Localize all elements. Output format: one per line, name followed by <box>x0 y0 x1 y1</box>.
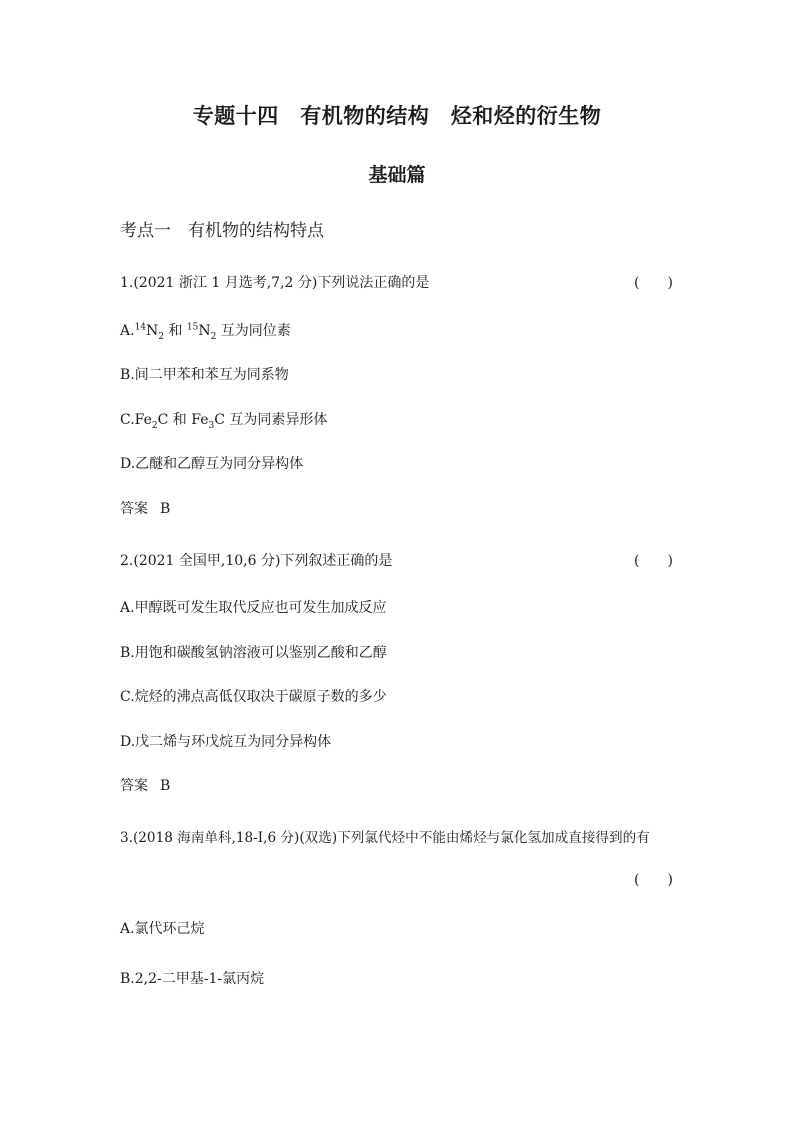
q1-option-c-mid: C 和 Fe <box>157 412 209 428</box>
q1-answer-bracket: ( ) <box>634 275 673 291</box>
q1-option-a-and: 和 <box>164 323 187 339</box>
q1-option-d: D.乙醚和乙醇互为同分异构体 <box>120 456 304 472</box>
q1-option-a-subscript-2: 2 <box>210 331 217 342</box>
q1-option-a-mass-14: 14 <box>134 322 147 333</box>
section-heading: 考点一 有机物的结构特点 <box>120 221 324 241</box>
page-title: 专题十四 有机物的结构 烃和烃的衍生物 <box>192 104 602 128</box>
q1-option-a-prefix: A. <box>120 323 135 339</box>
q1-option-b: B.间二甲苯和苯互为同系物 <box>120 367 289 383</box>
q1-option-c <box>120 411 327 429</box>
q2-option-c: C.烷烃的沸点高低仅取决于碳原子数的多少 <box>120 689 387 705</box>
q3-option-a: A.氯代环己烷 <box>120 921 205 937</box>
q2-stem: 2.(2021 全国甲,10,6 分)下列叙述正确的是 <box>120 553 393 569</box>
q1-option-c-subscript-2: 3 <box>208 420 215 431</box>
q2-option-b: B.用饱和碳酸氢钠溶液可以鉴别乙酸和乙醇 <box>120 645 387 661</box>
q1-option-a-mass-15: 15 <box>186 322 199 333</box>
q2-answer-label: 答案 <box>120 778 148 794</box>
q2-option-a: A.甲醇既可发生取代反应也可发生加成反应 <box>120 600 387 616</box>
q2-answer <box>120 777 170 795</box>
q1-option-c-prefix: C.Fe <box>120 412 152 428</box>
q3-stem: 3.(2018 海南单科,18-Ⅰ,6 分)(双选)下列氯代烃中不能由烯烃与氯化氢加成直接得到的有 <box>120 830 650 846</box>
q2-answer-bracket: ( ) <box>634 553 673 569</box>
q3-answer-bracket: ( ) <box>634 872 673 888</box>
q1-option-a <box>120 322 291 340</box>
q1-stem: 1.(2021 浙江 1 月选考,7,2 分)下列说法正确的是 <box>120 275 430 291</box>
q1-answer <box>120 500 170 518</box>
q1-option-c-subscript-1: 2 <box>151 420 158 431</box>
q1-answer-value: B <box>160 501 171 517</box>
page-subtitle: 基础篇 <box>368 164 426 186</box>
q2-answer-value: B <box>160 778 171 794</box>
q3-option-b: B.2,2-二甲基-1-氯丙烷 <box>120 971 265 987</box>
q2-option-d: D.戊二烯与环戊烷互为同分异构体 <box>120 734 332 750</box>
q1-answer-label: 答案 <box>120 501 148 517</box>
q1-option-a-element-2: N <box>198 323 211 339</box>
q1-option-a-element-1: N <box>146 323 159 339</box>
q1-option-c-tail: C 互为同素异形体 <box>214 412 328 428</box>
q1-option-a-tail: 互为同位素 <box>216 323 291 339</box>
q1-option-a-subscript-1: 2 <box>158 331 164 342</box>
